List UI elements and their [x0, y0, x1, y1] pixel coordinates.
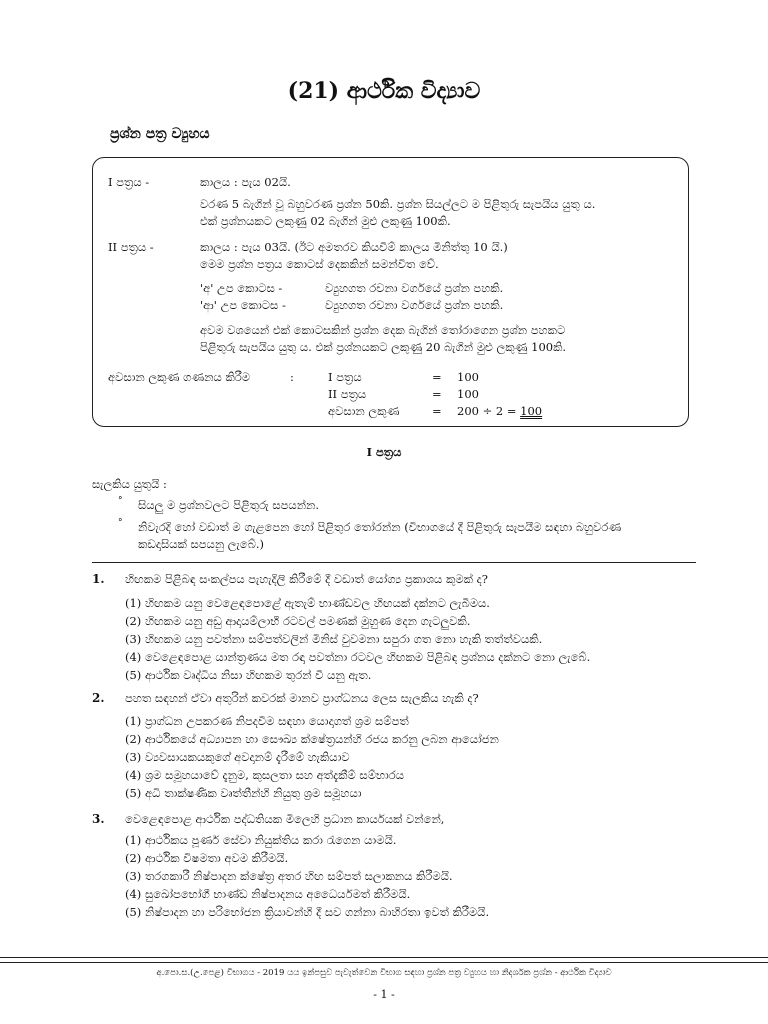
marks-row-name: II පත්‍රය: [328, 387, 367, 401]
answer-option: (3) හිඟකම යනු පවත්නා සම්පත්වලින් මිනිස් වුවමනා සපුරා ගත නො හැකි තත්ත්වයකි.: [125, 632, 543, 646]
marks-total: [457, 403, 542, 419]
question-number: 3.: [92, 812, 105, 826]
marks-row-name: I පත්‍රය: [328, 370, 362, 384]
question-text: පහත සඳහන් ඒවා අතුරින් කවරක් මානව ප්‍රාග්ධනය ලෙස සැලකිය හැකි ද?: [125, 691, 479, 705]
answer-option: (4) ශ්‍රම සමූහයාවේ දැනුම, කුසලතා සහ අත්දැකීම් සම්භාරය: [125, 768, 405, 782]
paper1-heading: I පත්‍රය: [366, 445, 402, 459]
answer-option: (2) හිඟකම යනු අඩු ආදායම්ලාභී රටවල් පමණක් මුහුණ දෙන ගැටලුවකි.: [125, 614, 471, 628]
paper2-line2: අවම වශයෙන් එක් කොටසකින් ප්‍රශ්න දෙක බැගින් තෝරාගෙන ප්‍රශ්න පහකට: [200, 323, 566, 337]
page-title: (21) ආර්ථික විද්‍යාව: [287, 78, 481, 104]
note-item: සියලු ම ප්‍රශ්නවලට පිළිතුරු සපයන්න.: [138, 498, 320, 512]
note-item: කඩදාසියක් සපයනු ලැබේ.): [138, 537, 264, 551]
paper1-line2: එක් ප්‍රශ්නයකට ලකුණු 02 බැගින් මුළු ලකුණු 100කි.: [200, 214, 451, 228]
answer-option: (3) තරගකාරී නිෂ්පාදන ක්ෂේත්‍ර අතර හිඟ සම්පත් සලාකනය කිරීමයි.: [125, 869, 453, 883]
marks-row-name: අවසාන ලකුණ: [328, 404, 400, 418]
answer-option: (4) සුඛෝපභෝගී භාණ්ඩ නිෂ්පාදනය අධෛර්යමත් කිරීමයි.: [125, 887, 411, 901]
footer-rule: [0, 957, 768, 958]
bullet-icon: °: [118, 518, 123, 528]
section-heading: ප්‍රශ්න පත්‍ර ව්‍යුහය: [110, 126, 210, 142]
paper1-label: I පත්‍රය -: [108, 175, 150, 189]
final-marks-label: අවසාන ලකුණ ගණනය කිරීම: [108, 370, 251, 384]
question-number: 1.: [92, 572, 105, 586]
marks-row-eq: =: [432, 387, 442, 401]
question-number: 2.: [92, 691, 105, 705]
marks-row-eq: =: [432, 370, 442, 384]
answer-option: (2) ආර්ථිකයේ අධ්‍යාපන හා සෞඛ්‍ය ක්ෂේත්‍රයන්හි රජය කරනු ලබන ආයෝජන: [125, 732, 499, 746]
answer-option: (1) ප්‍රාග්ධන උපකරණ නිපදවීම සඳහා යොදාගත් ශ්‍රම සම්පත්: [125, 714, 409, 728]
answer-option: (5) අධි තාක්ෂණික වෘත්තීන්හි නියුතු ශ්‍රම සමූහයා: [125, 786, 362, 800]
question-text: හිඟකම පිළිබඳ සංකල්පය පැහැදිලි කිරීමේ දී වඩාත් යෝග්‍ය ප්‍රකාශය කුමක් ද?: [125, 572, 488, 586]
answer-option: (4) වෙළෙඳපොළ යාන්ත්‍රණය මත රඳා පවත්නා රටවල හිඟකම පිළිබඳ ප්‍රශ්නය දක්නට නො ලැබේ.: [125, 650, 591, 664]
marks-row-value: 100: [457, 370, 479, 384]
paper1-duration: කාලය : පැය 02යි.: [200, 175, 291, 189]
answer-option: (5) නිෂ්පාදන හා පරිභෝජන ක්‍රියාවන්හි දී සව ගන්නා බාහිරතා ඉවත් කිරීමයි.: [125, 905, 490, 919]
answer-option: (1) හිඟකම යනු වෙළෙඳපොළේ ඇතැම් භාණ්ඩවල හිඟයක් දක්නට ලැබීමය.: [125, 596, 490, 610]
note-item: නිවැරදි හෝ වඩාත් ම ගැළපෙන හෝ පිළිතුර තෝරන්න (විභාගයේ දී පිළිතුරු සැපයීම සඳහා බහුවරණ: [138, 520, 622, 534]
answer-option: (3) ව්‍යවසායකයකුගේ අවදානම් දැරීමේ හැකියාව: [125, 750, 350, 764]
divider: [92, 562, 696, 563]
marks-total-value: 100: [520, 404, 543, 418]
marks-row-value: 100: [457, 387, 479, 401]
paper2-line3: පිළිතුරු සැපයිය යුතු ය. එක් ප්‍රශ්නයකට ලකුණු 20 බැගින් මුළු ලකුණු 100කි.: [200, 340, 567, 354]
partB-label: 'ආ' උප කොටස -: [200, 298, 286, 312]
paper2-duration: කාලය : පැය 03යි. (ඊට අමතරව කියවීම් කාලය මිනිත්තු 10 යි.): [200, 240, 508, 254]
partB-text: ව්‍යුහගත රචනා වර්ගයේ ප්‍රශ්න පහකි.: [325, 298, 504, 312]
footer-rule: [0, 962, 768, 963]
partA-text: ව්‍යුහගත රචනා වර්ගයේ ප්‍රශ්න පහකි.: [325, 281, 504, 295]
paper2-line1: මෙම ප්‍රශ්න පත්‍රය කොටස් දෙකකින් සමන්විත වේ.: [200, 257, 439, 271]
question-text: වෙළෙඳපොළ ආර්ථික පද්ධතියක මිලෙහි ප්‍රධාන කාර්යයක් වන්නේ,: [125, 812, 445, 826]
page-number: - 1 -: [373, 988, 395, 1001]
paper1-line1: වරණ 5 බැගින් වූ බහුවරණ ප්‍රශ්න 50කි. ප්‍රශ්න සියල්ලට ම පිළිතුරු සැපයිය යුතු ය.: [200, 197, 596, 211]
footer-text: අ.පො.ස.(උ.පෙළ) විභාගය - 2019 යය ඉන්පසුව පැවැත්වෙන විභාග සඳහා ප්‍රශ්න පත්‍ර ව්‍යුහය හා නිදර්ශක ප්‍රශ්න - ආර්ථික විද්‍යාව: [156, 968, 612, 978]
answer-option: (5) ආර්ථික වෘද්ධිය නිසා හිඟකම තුරන් වී යනු ඇත.: [125, 668, 372, 682]
answer-option: (1) ආර්ථිකය පූර්ණ සේවා නියුක්තිය කරා රැගෙන යාමයි.: [125, 833, 397, 847]
marks-row-eq: =: [432, 404, 442, 418]
notes-label: සැලකිය යුතුයි :: [92, 477, 167, 491]
partA-label: 'අ' උප කොටස -: [200, 281, 283, 295]
final-marks-colon: :: [290, 370, 294, 384]
paper2-label: II පත්‍රය -: [108, 240, 154, 254]
bullet-icon: °: [118, 496, 123, 506]
marks-total-formula: 200 ÷ 2 =: [457, 404, 521, 418]
answer-option: (2) ආර්ථික විෂමතා අවම කිරීමයි.: [125, 851, 289, 865]
